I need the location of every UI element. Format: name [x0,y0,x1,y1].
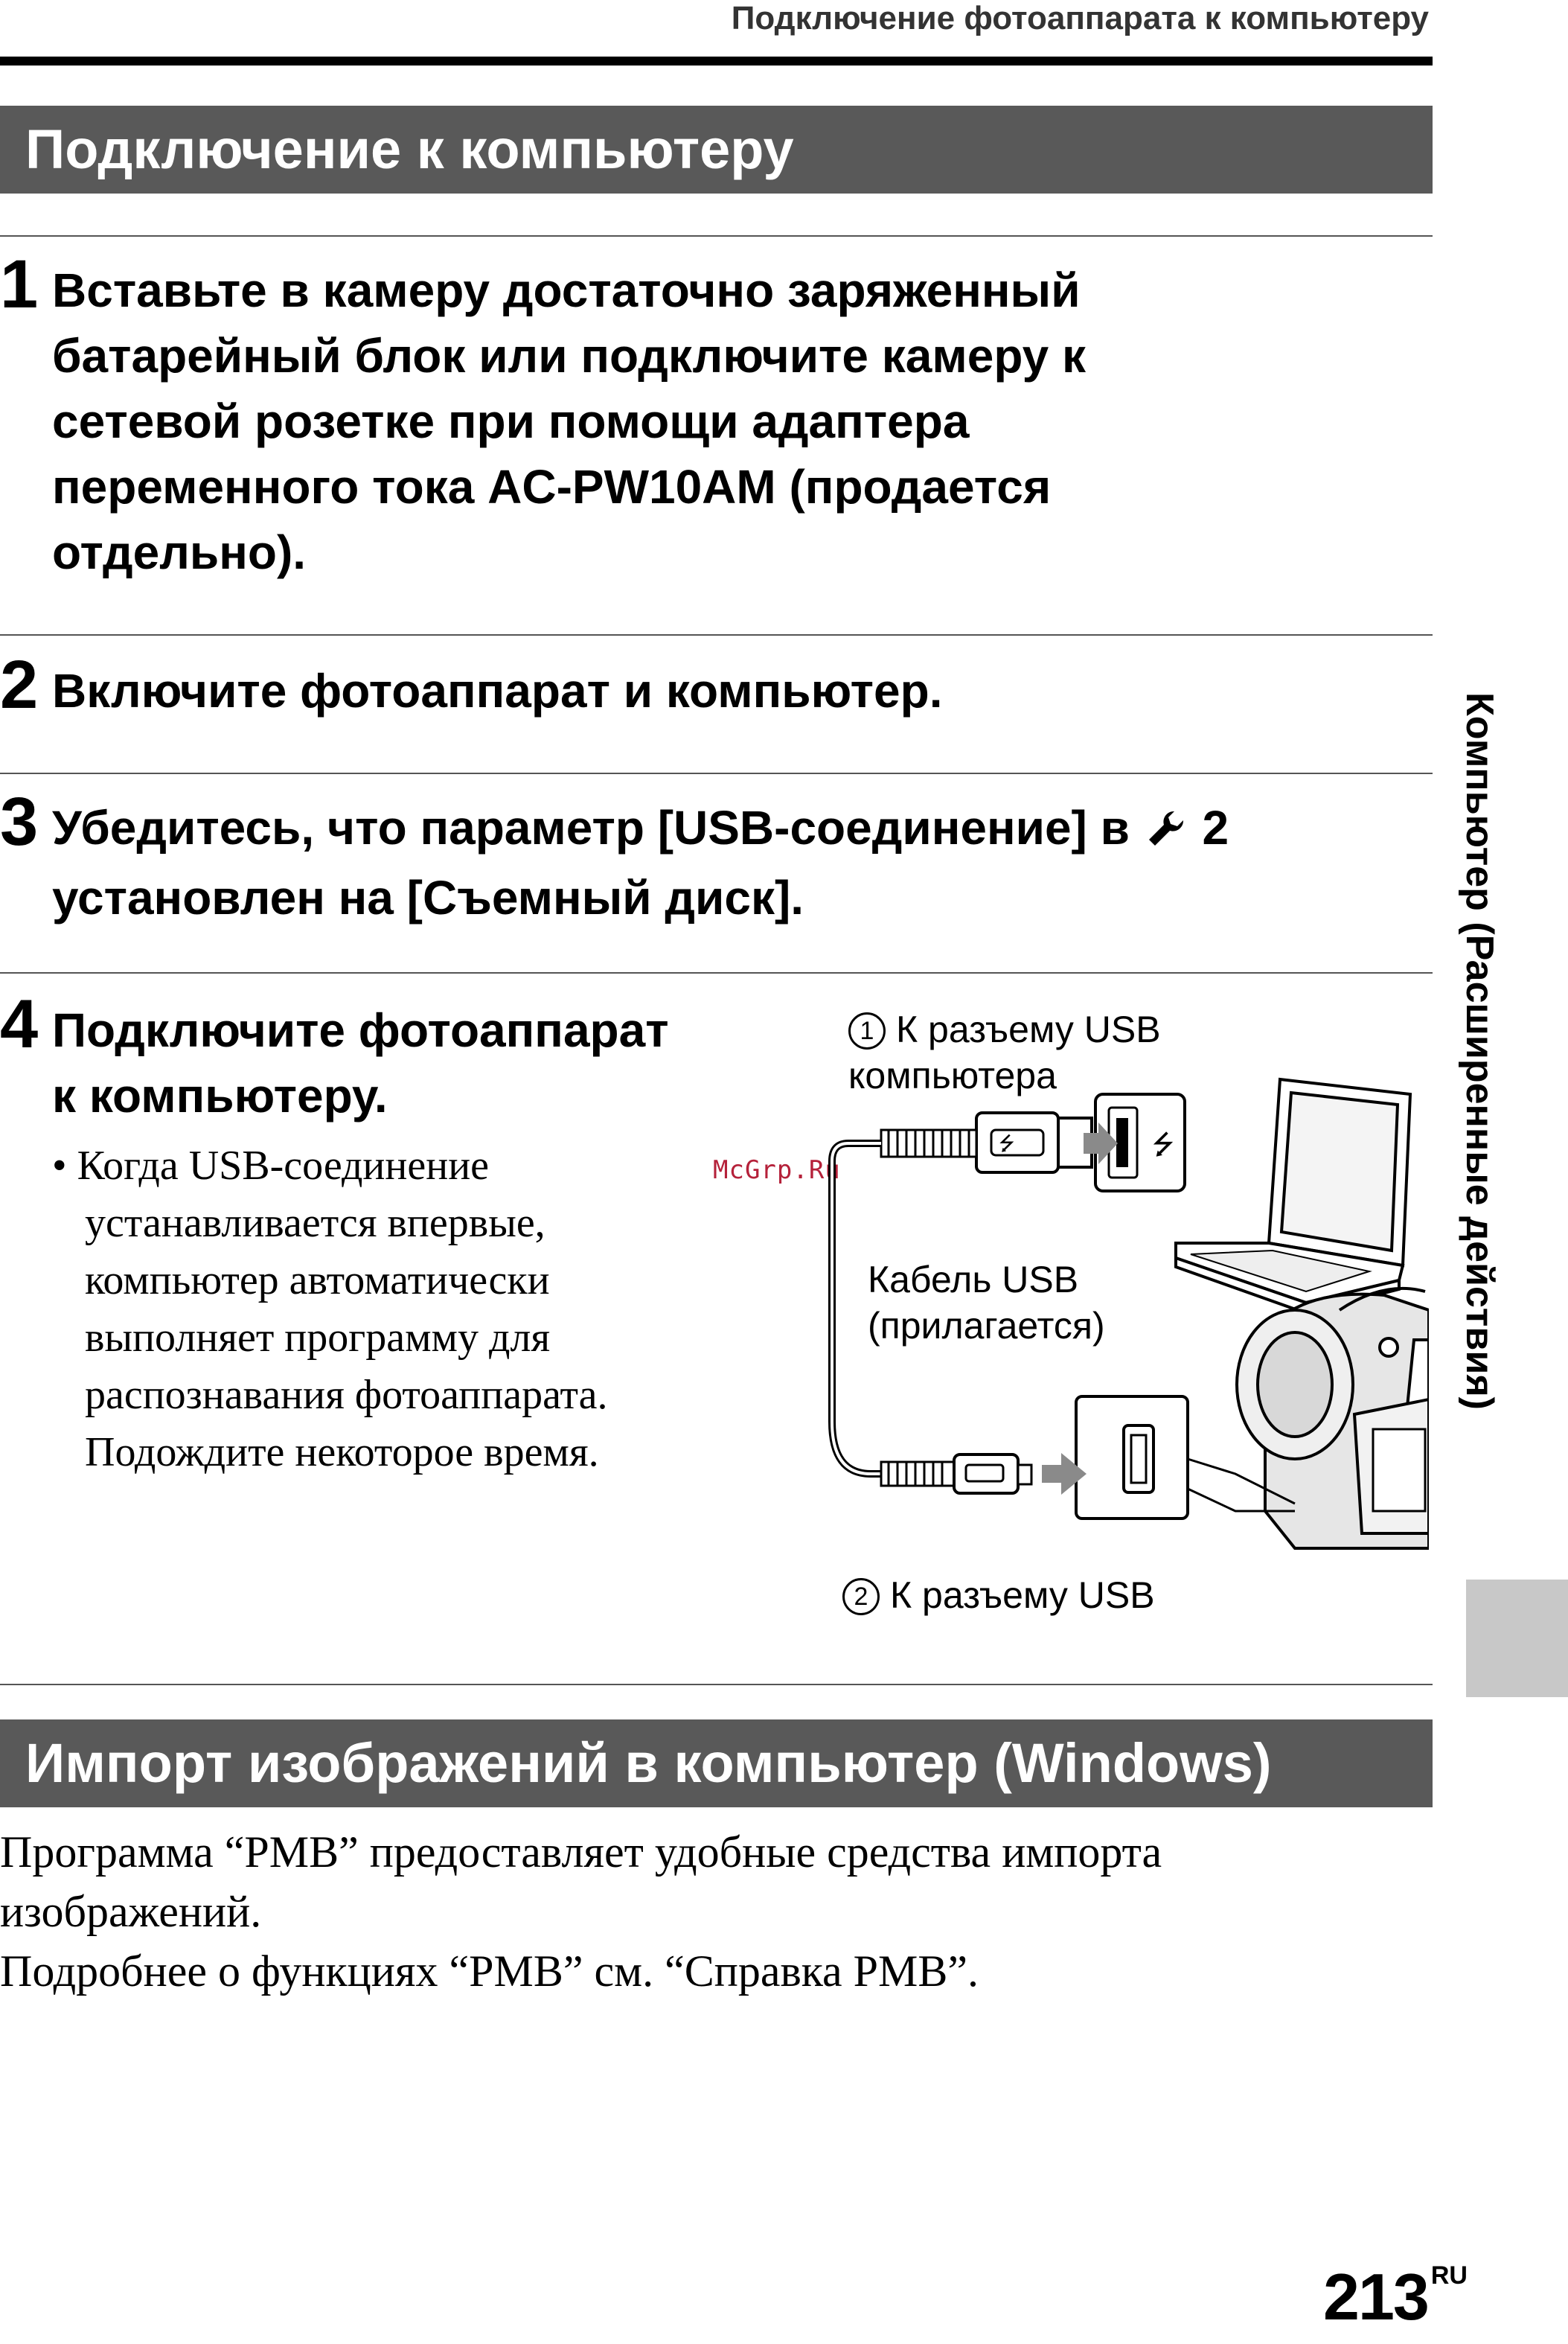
step-1-line: отдельно). [52,526,307,579]
usb-icon: ⭍ [1152,1130,1174,1160]
body-line: изображений. [0,1887,262,1936]
page-number [1323,2260,1468,2334]
step-3-line [52,795,1229,865]
step-4-line: к компьютеру. [52,1069,388,1122]
divider [0,773,1433,774]
label-line: К разъему USB [890,1574,1155,1616]
laptop-icon [1176,1079,1410,1313]
label-cable [868,1256,1105,1349]
divider [0,235,1433,237]
divider [0,1684,1433,1685]
wrench-icon [1146,799,1186,865]
step-4-line: Подключите фотоаппарат [52,1003,669,1057]
chapter-side-label: Компьютер (Расширенные действия) [1458,692,1501,1410]
note-line: выполняет программу для [85,1315,551,1361]
step-number-4: 4 [0,986,39,1062]
step-3-line: установлен на [Съемный диск]. [52,871,804,924]
label-line: Кабель USB [868,1259,1079,1300]
note-line: Подождите некоторое время. [85,1429,599,1475]
label-computer-usb [848,1006,1161,1099]
label-line: компьютера [848,1055,1057,1096]
page-number-value: 213 [1323,2260,1428,2334]
step-4-note [52,1137,722,1481]
label-line: К разъему USB [896,1009,1161,1050]
divider [0,634,1433,636]
page-language-suffix: RU [1430,2261,1468,2290]
section-title-connect: Подключение к компьютеру [0,106,1433,194]
step-1-text [52,258,1086,585]
step-2-text [52,658,942,724]
note-line: устанавливается впервые, [85,1200,545,1246]
note-line: • Когда USB-соединение [52,1143,490,1189]
watermark: McGrp.Ru [713,1155,841,1185]
body-line: Программа “PMB” предоставляет удобные средства импорта [0,1827,1162,1877]
section-title-import: Импорт изображений в компьютер (Windows) [0,1719,1433,1807]
import-description [0,1822,1433,2001]
svg-text:⭍: ⭍ [999,1133,1015,1155]
step-4-text [52,997,669,1128]
step-number-1: 1 [0,246,39,322]
step-1-line: переменного тока AC-PW10AM (продается [52,460,1052,514]
step-number-2: 2 [0,647,39,723]
divider [0,972,1433,974]
header-rule [0,57,1433,66]
running-head: Подключение фотоаппарата к компьютеру [731,0,1429,36]
step-number-3: 3 [0,784,39,860]
step-3-line1-text: Убедитесь, что параметр [USB-соединение] в [52,801,1130,855]
camera-icon [1237,1288,1429,1548]
callout-number-1: 1 [848,1012,886,1050]
callout-number-2: 2 [842,1578,880,1615]
step-3-setup-page: 2 [1202,801,1229,855]
body-line: Подробнее о функциях “PMB” см. “Справка PMB”. [0,1947,979,1996]
chapter-tab-marker [1466,1580,1568,1697]
note-line: распознавания фотоаппарата. [85,1372,608,1418]
step-3-text [52,795,1229,930]
label-camera-usb [842,1572,1155,1618]
step-1-line: Вставьте в камеру достаточно заряженный [52,264,1081,317]
step-2-line: Включите фотоаппарат и компьютер. [52,664,943,718]
label-line: (прилагается) [868,1305,1105,1347]
step-1-line: батарейный блок или подключите камеру к [52,329,1086,383]
note-line: компьютер автоматически [85,1257,550,1303]
step-1-line: сетевой розетке при помощи адаптера [52,395,970,448]
